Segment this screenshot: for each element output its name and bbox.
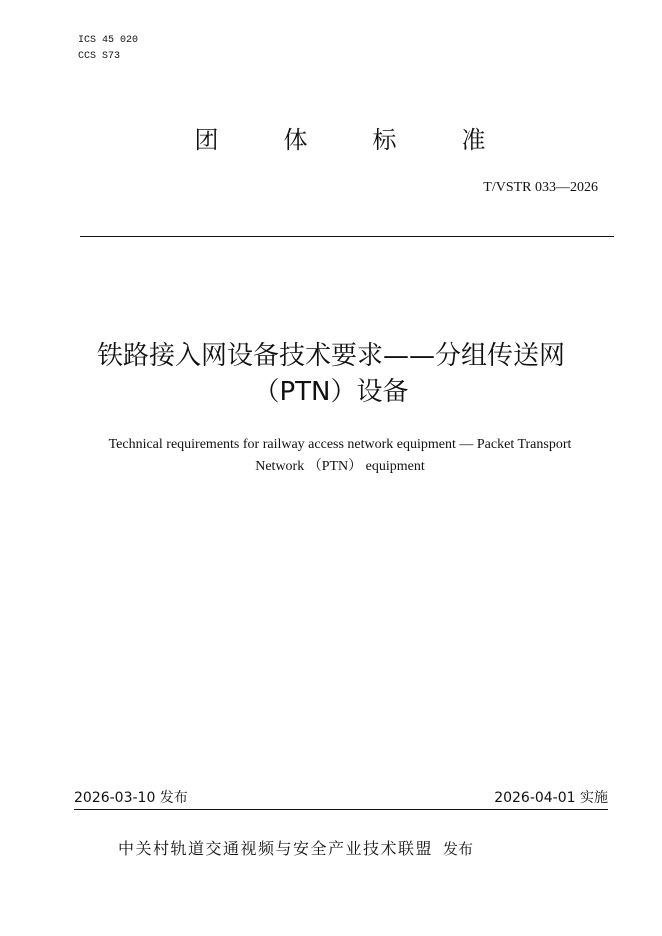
english-title-line-2: Network （PTN） equipment	[255, 459, 425, 474]
standard-kind-char: 标	[372, 126, 397, 154]
ics-code: ICS 45 020	[78, 35, 139, 46]
top-divider	[80, 236, 614, 237]
standard-kind-heading	[0, 124, 662, 156]
implementation-date: 2026-04-01 实施	[494, 790, 608, 806]
chinese-title-line-2: （PTN）设备	[253, 377, 409, 407]
bottom-divider	[74, 809, 608, 810]
publisher-name: 中关村轨道交通视频与安全产业技术联盟	[118, 839, 434, 858]
publisher-suffix: 发布	[443, 840, 474, 858]
english-title-line-1: Technical requirements for railway access network equipment — Packet Transport	[108, 437, 572, 452]
standard-kind-char: 团	[194, 126, 219, 154]
chinese-title-line-1: 铁路接入网设备技术要求——分组传送网	[96, 341, 565, 371]
classification-block	[78, 33, 138, 65]
english-title	[70, 434, 610, 478]
publisher-line	[118, 838, 473, 860]
issue-date: 2026-03-10 发布	[74, 790, 188, 806]
standard-kind-char: 体	[283, 126, 308, 154]
chinese-title	[0, 338, 662, 410]
ccs-code: CCS S73	[78, 51, 121, 62]
standard-code: T/VSTR 033—2026	[483, 180, 598, 195]
standard-kind-char: 准	[461, 126, 486, 154]
